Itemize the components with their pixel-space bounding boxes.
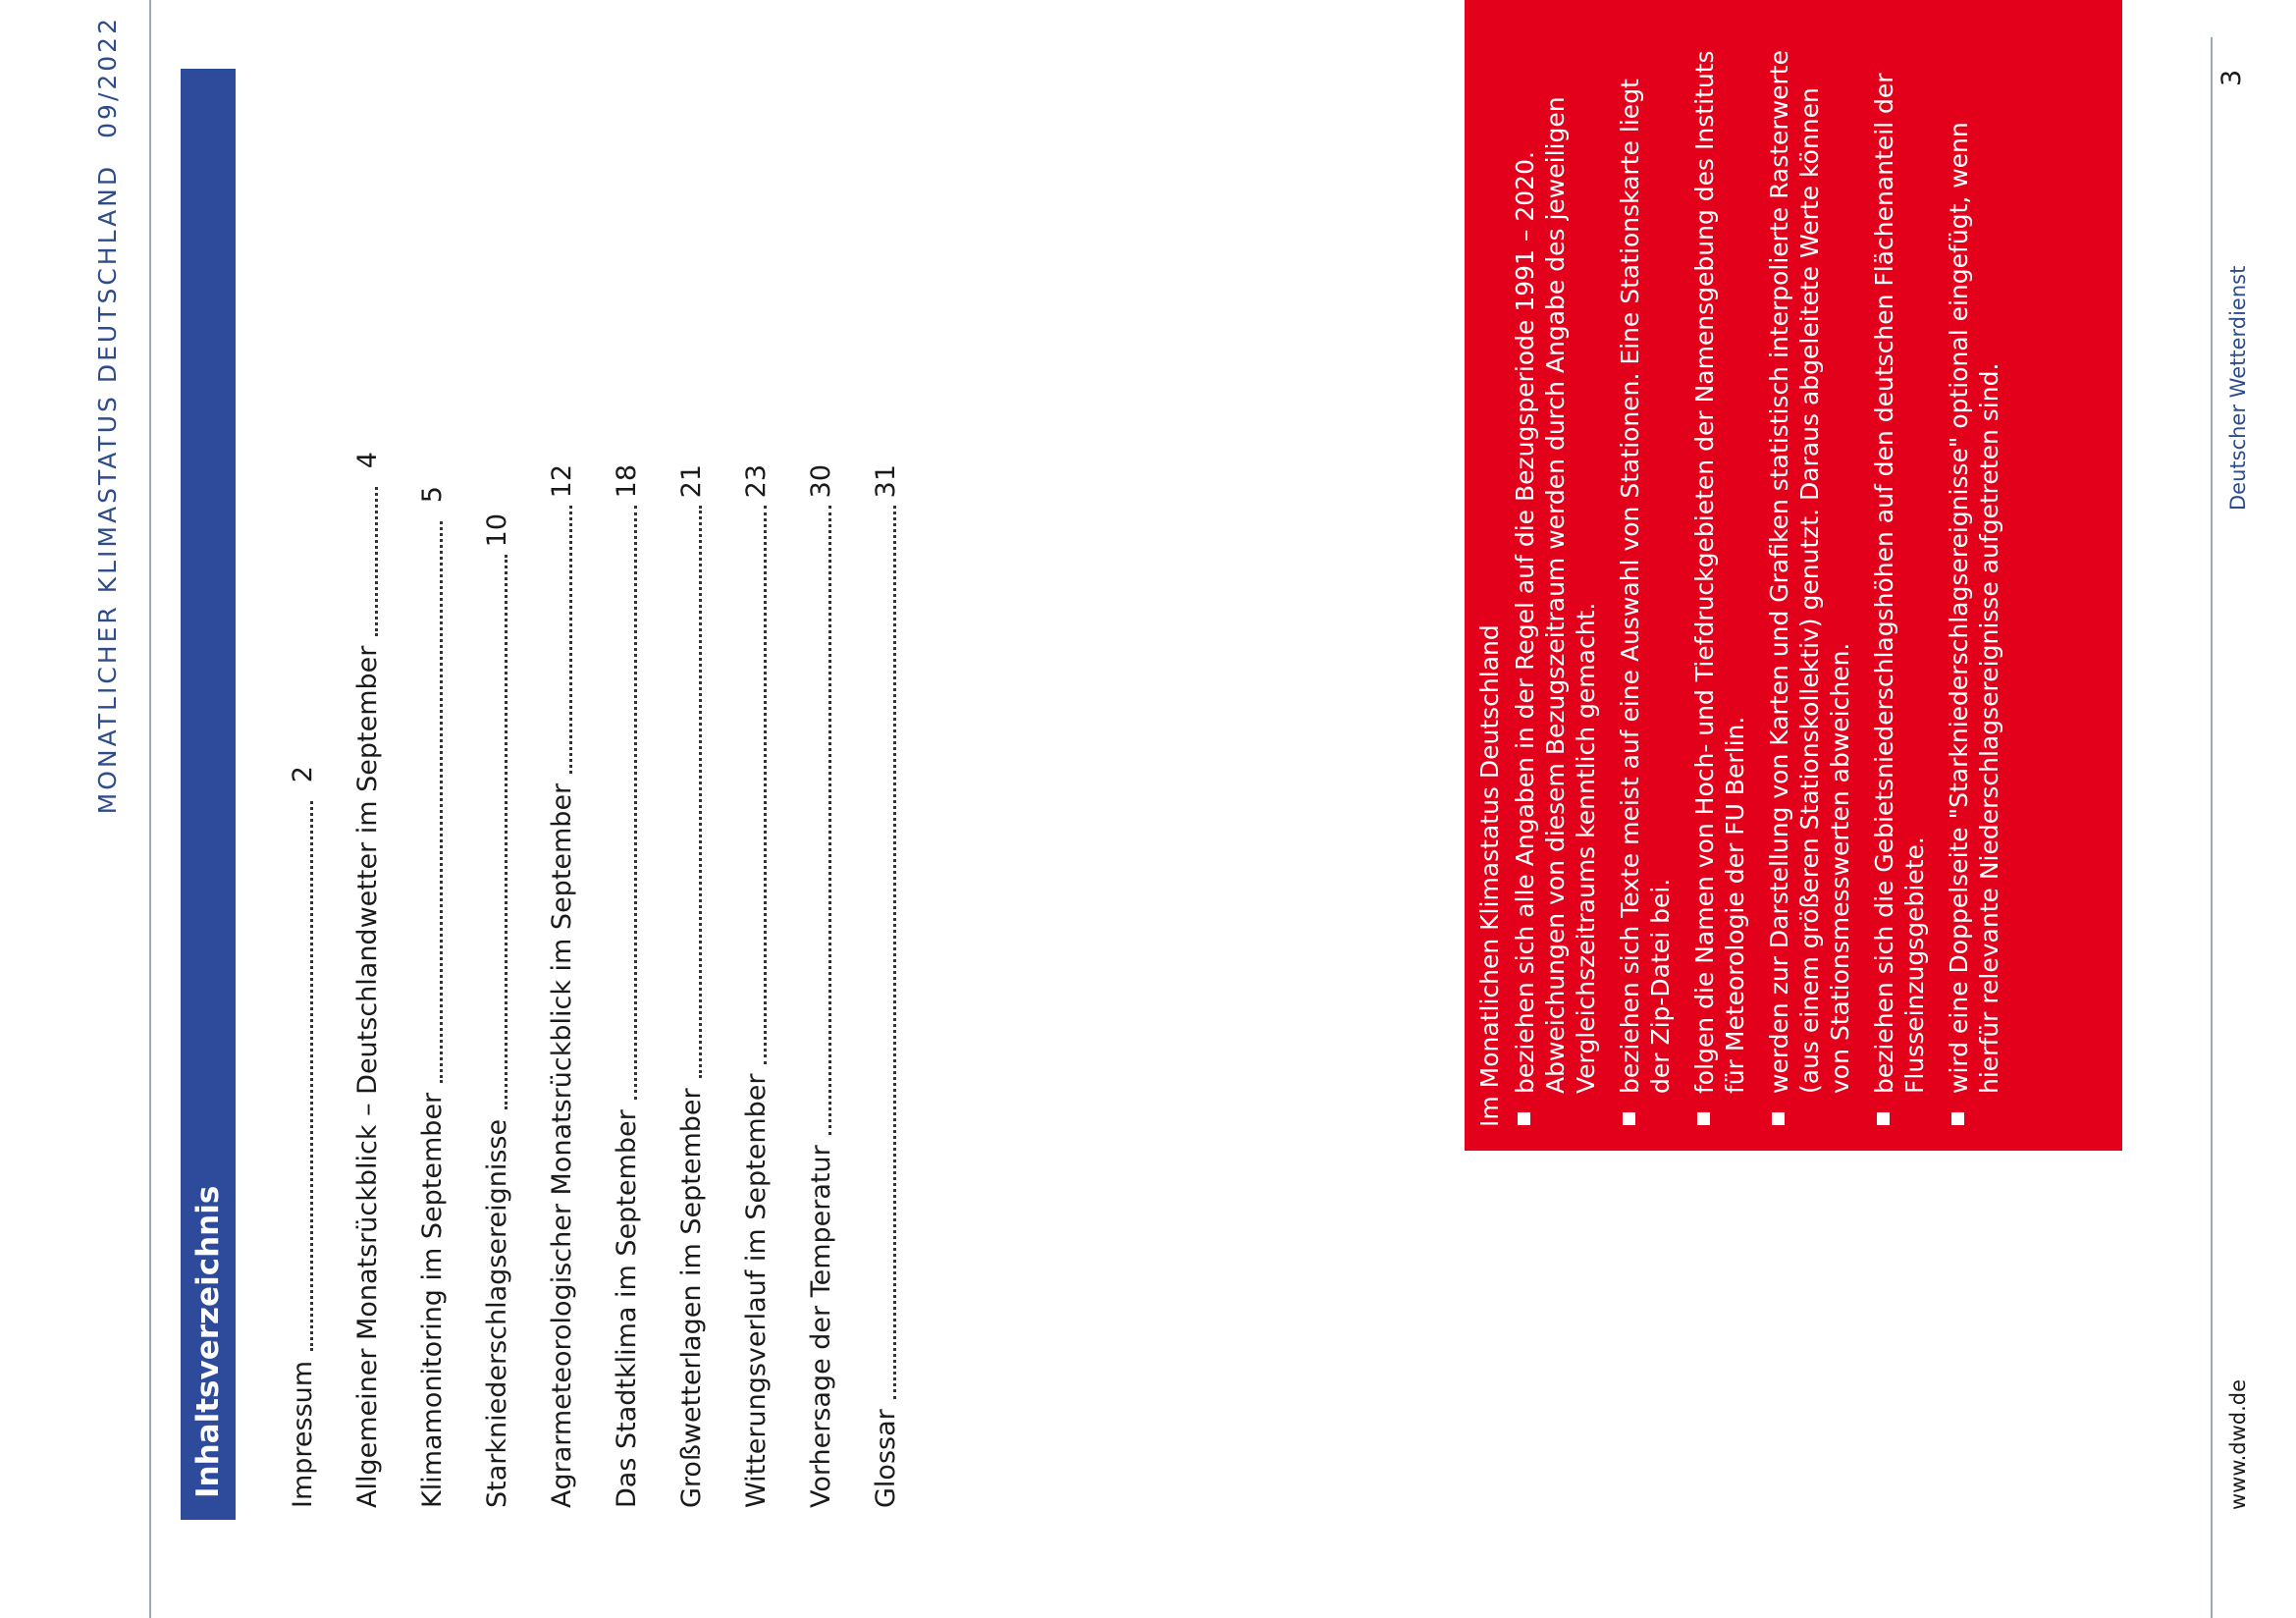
info-box-intro: Im Monatlichen Klimastatus Deutschland <box>1475 624 1504 1127</box>
toc-entry-impressum[interactable] <box>285 766 322 1508</box>
square-bullet-icon <box>1697 1112 1710 1125</box>
toc-entry-label: Großwetterlagen im September <box>676 1088 707 1508</box>
toc-entry-glossar[interactable] <box>868 464 905 1508</box>
dot-leader <box>505 555 507 1109</box>
info-box-item <box>1510 39 1601 1127</box>
square-bullet-icon <box>1772 1112 1785 1125</box>
dot-leader <box>569 506 572 773</box>
dot-leader <box>634 506 637 1100</box>
info-box <box>1465 0 2122 1151</box>
toc-entry-page: 18 <box>612 464 642 499</box>
page-number: 3 <box>2216 69 2247 86</box>
square-bullet-icon <box>1623 1112 1635 1125</box>
toc-entry-label: Impressum <box>288 1360 318 1508</box>
toc-entry-page: 5 <box>417 486 448 504</box>
toc-entry-label: Vorhersage der Temperatur <box>806 1145 836 1508</box>
toc-entry-starkniederschlag[interactable] <box>479 513 516 1508</box>
info-box-item <box>1615 39 1676 1127</box>
toc-entry-label: Allgemeiner Monatsrückblick – Deutschlandwetter im September <box>352 645 383 1508</box>
toc-entry-witterungsverlauf[interactable] <box>738 464 775 1508</box>
toc-entry-label: Witterungsverlauf im September <box>741 1073 772 1508</box>
dot-leader <box>764 506 767 1063</box>
dot-leader <box>440 521 443 1083</box>
info-box-item <box>1944 39 2004 1127</box>
toc-entry-page: 31 <box>871 464 901 499</box>
toc-entry-page: 23 <box>741 464 772 499</box>
toc-entry-klimamonitoring[interactable] <box>414 486 452 1508</box>
square-bullet-icon <box>1877 1112 1890 1125</box>
info-box-item-text: folgen die Namen von Hoch- und Tiefdruckgebieten der Namensgebung des Instituts für Meteorologie der FU Berlin. <box>1690 50 1749 1094</box>
toc-entry-monatsrueckblick[interactable] <box>349 452 387 1508</box>
info-box-item-text: beziehen sich Texte meist auf eine Auswahl von Stationen. Eine Stationskarte liegt der Zip-Datei bei. <box>1616 79 1675 1094</box>
toc-entry-page: 12 <box>547 464 577 499</box>
toc-entry-temperaturvorhersage[interactable] <box>803 464 840 1508</box>
toc-entry-label: Das Stadtklima im September <box>612 1109 642 1508</box>
toc-entry-agrarmeteorologie[interactable] <box>544 464 581 1508</box>
info-box-item <box>1869 39 1930 1127</box>
dot-leader <box>828 506 831 1135</box>
info-box-item-text: beziehen sich die Gebietsniederschlagshöhen auf den deutschen Flächenanteil der Flusseinzugsgebiete. <box>1870 73 1929 1094</box>
toc-entry-page: 10 <box>482 513 512 548</box>
toc-entry-grosswetterlagen[interactable] <box>673 464 711 1508</box>
info-box-list <box>1510 39 2004 1127</box>
toc-entry-page: 4 <box>352 452 383 469</box>
info-box-item <box>1764 39 1855 1127</box>
toc-entry-label: Glossar <box>871 1409 901 1508</box>
footer-organization: Deutscher Wetterdienst <box>2226 265 2250 511</box>
info-box-item-text: werden zur Darstellung von Karten und Grafiken statistisch interpolierte Rasterwerte (aus einem größeren Stationskollektiv) genutzt. Daraus abgeleitete Werte können von Stationsmesswerten abweichen. <box>1765 50 1854 1094</box>
toc-entry-stadtklima[interactable] <box>609 464 646 1508</box>
dot-leader <box>699 506 702 1078</box>
toc-entry-page: 30 <box>806 464 836 499</box>
publication-title: MONATLICHER KLIMASTATUS DEUTSCHLAND <box>93 163 122 815</box>
footer-url[interactable]: www.dwd.de <box>2226 1378 2250 1510</box>
toc-entry-page: 21 <box>676 464 707 499</box>
running-header <box>93 16 122 860</box>
toc-title: Inhaltsverzeichnis <box>190 1185 226 1498</box>
dot-leader <box>375 487 378 636</box>
toc-entry-label: Klimamonitoring im September <box>417 1092 448 1508</box>
toc-entry-page: 2 <box>288 766 318 783</box>
info-box-item <box>1689 39 1750 1127</box>
dot-leader <box>893 506 896 1399</box>
square-bullet-icon <box>1518 1112 1530 1125</box>
toc-entry-label: Agrarmeteorologischer Monatsrückblick im September <box>547 782 577 1508</box>
info-box-item-text: wird eine Doppelseite "Starkniederschlagsereignisse" optional eingefügt, wenn hierfür relevante Niederschlagsereignisse aufgetreten sind. <box>1945 122 2003 1094</box>
issue-number: 09/2022 <box>93 16 122 138</box>
info-box-item-text: beziehen sich alle Angaben in der Regel auf die Bezugsperiode 1991 – 2020. Abweichungen von diesem Bezugszeitraum werden durch Angabe des jeweiligen Vergleichszeitraums kenntlich gemacht. <box>1511 96 1600 1094</box>
dot-leader <box>310 801 313 1351</box>
toc-entry-label: Starkniederschlagsereignisse <box>482 1118 512 1508</box>
square-bullet-icon <box>1951 1112 1964 1125</box>
